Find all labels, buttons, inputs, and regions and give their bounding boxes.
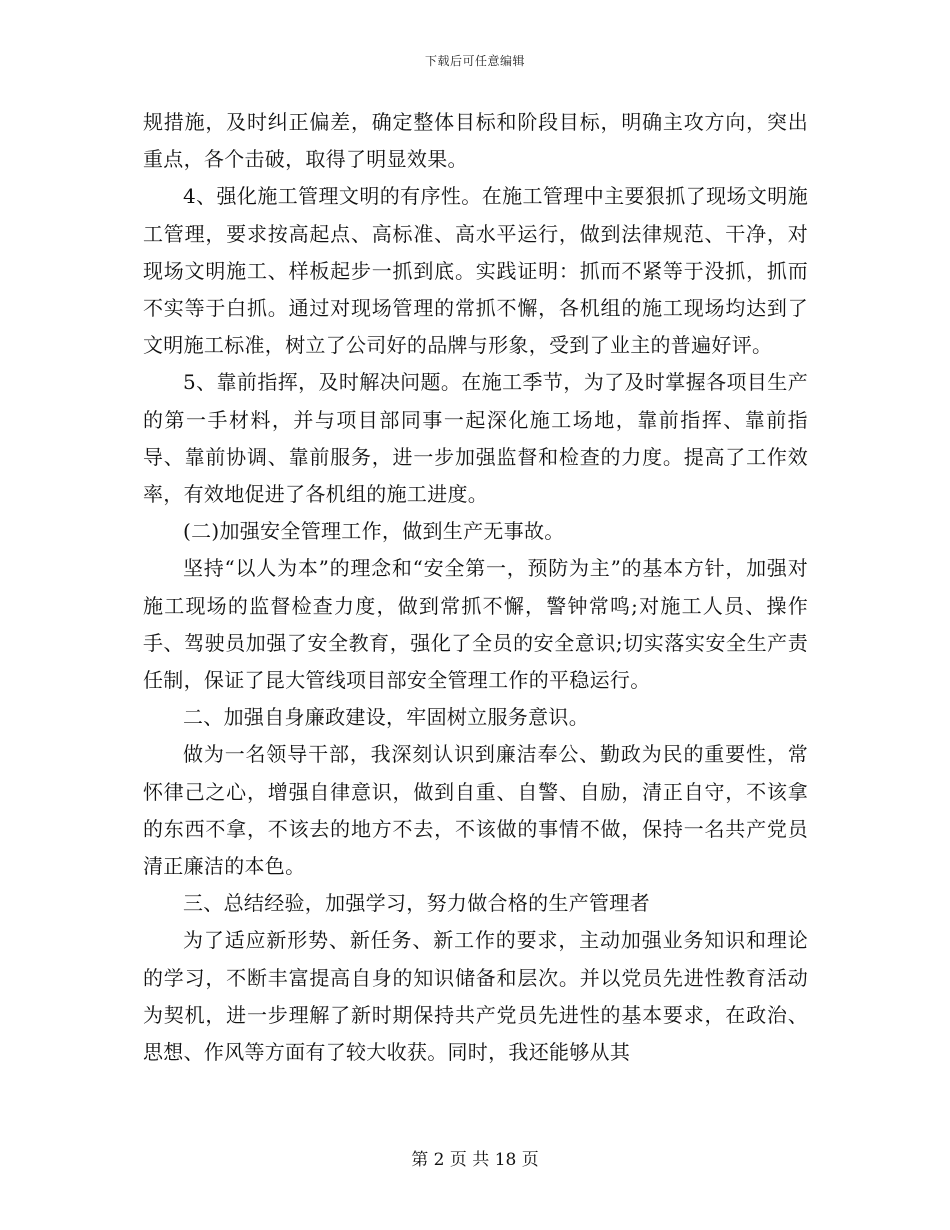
paragraph-9: 为了适应新形势、新任务、新工作的要求，主动加强业务知识和理论的学习，不断丰富提高自身的知识储备和层次。并以党员先进性教育活动为契机，进一步理解了新时期保持共产党员先进性的基本要求，在政治、思想、作风等方面有了较大收获。同时，我还能够从其 xyxy=(143,928,808,1065)
paragraph-3: 5、靠前指挥，及时解决问题。在施工季节，为了及时掌握各项目生产的第一手材料，并与项目部同事一起深化施工场地，靠前指挥、靠前指导、靠前协调、靠前服务，进一步加强监督和检查的力度。提高了工作效率，有效地促进了各机组的施工进度。 xyxy=(143,370,808,507)
page-footer: 第 2 页 共 18 页 xyxy=(411,1150,539,1170)
page-header: 下载后可任意编辑 xyxy=(424,54,525,68)
document-body xyxy=(143,104,808,1071)
section-heading-integrity: 二、加强自身廉政建设，牢固树立服务意识。 xyxy=(183,705,589,730)
paragraph-2: 4、强化施工管理文明的有序性。在施工管理中主要狠抓了现场文明施工管理，要求按高起点、高标准、高水平运行，做到法律规范、干净，对现场文明施工、样板起步一抓到底。实践证明：抓而不紧等于没抓，抓而不实等于白抓。通过对现场管理的常抓不懈，各机组的施工现场均达到了文明施工标准，树立了公司好的品牌与形象，受到了业主的普遍好评。 xyxy=(143,184,808,358)
paragraph-7: 做为一名领导干部，我深刻认识到廉洁奉公、勤政为民的重要性，常怀律己之心，增强自律意识，做到自重、自警、自励，清正自守，不该拿的东西不拿，不该去的地方不去，不该做的事情不做，保持一名共产党员清正廉洁的本色。 xyxy=(143,742,808,879)
paragraph-1: 规措施，及时纠正偏差，确定整体目标和阶段目标，明确主攻方向，突出重点，各个击破，取得了明显效果。 xyxy=(143,110,808,172)
section-heading-safety: (二)加强安全管理工作，做到生产无事故。 xyxy=(183,519,565,544)
section-heading-learning: 三、总结经验，加强学习，努力做合格的生产管理者 xyxy=(183,891,650,916)
paragraph-5: 坚持“以人为本”的理念和“安全第一，预防为主”的基本方针，加强对施工现场的监督检查力度，做到常抓不懈，警钟常鸣;对施工人员、操作手、驾驶员加强了安全教育，强化了全员的安全意识;切实落实安全生产责任制，保证了昆大管线项目部安全管理工作的平稳运行。 xyxy=(143,556,808,693)
